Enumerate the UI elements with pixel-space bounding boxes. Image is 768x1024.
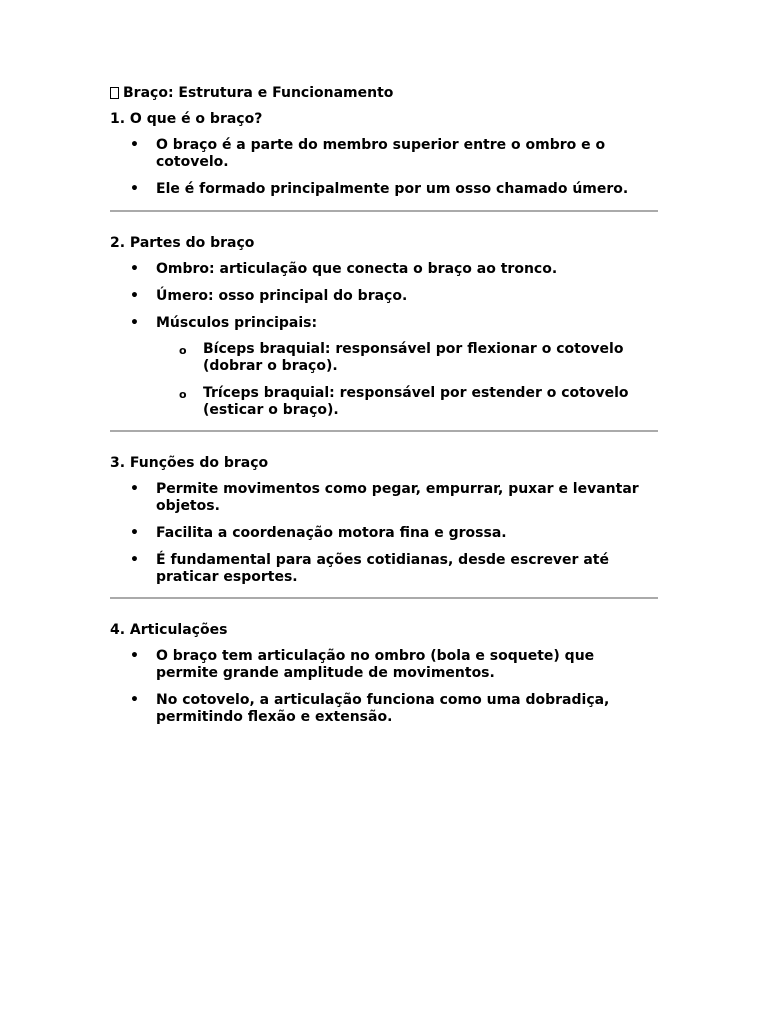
list-item: • Permite movimentos como pegar, empurrar, puxar e levantar objetos. xyxy=(110,481,658,515)
section-heading: 4. Articulações xyxy=(110,622,228,638)
section-heading: 1. O que é o braço? xyxy=(110,111,263,127)
sub-list-item: o Bíceps braquial: responsável por flexionar o cotovelo (dobrar o braço). xyxy=(156,341,658,375)
list-item: • Facilita a coordenação motora fina e grossa. xyxy=(110,525,658,542)
section-divider xyxy=(110,210,658,212)
document-title-text: Braço: Estrutura e Funcionamento xyxy=(123,84,394,101)
section-arm-functions xyxy=(110,455,658,586)
list-item: • Ombro: articulação que conecta o braço ao tronco. xyxy=(110,261,658,278)
section-what-is-arm xyxy=(110,111,658,198)
list-item: • O braço é a parte do membro superior entre o ombro e o cotovelo. xyxy=(110,137,658,171)
list-item: • O braço tem articulação no ombro (bola e soquete) que permite grande amplitude de movimentos. xyxy=(110,648,658,682)
section-joints xyxy=(110,622,658,726)
bullet-list xyxy=(110,481,658,586)
document-title xyxy=(110,84,658,102)
section-divider xyxy=(110,597,658,599)
bullet-list xyxy=(110,648,658,726)
bullet-list xyxy=(110,261,658,332)
section-arm-parts xyxy=(110,235,658,419)
list-item: • Ele é formado principalmente por um osso chamado úmero. xyxy=(110,181,658,198)
list-item: • Músculos principais: xyxy=(110,315,658,332)
document-page xyxy=(110,84,658,726)
list-item: • É fundamental para ações cotidianas, desde escrever até praticar esportes. xyxy=(110,552,658,586)
section-heading: 3. Funções do braço xyxy=(110,455,269,471)
missing-glyph-icon xyxy=(110,87,119,99)
list-item: • No cotovelo, a articulação funciona como uma dobradiça, permitindo flexão e extensão. xyxy=(110,692,658,726)
section-divider xyxy=(110,430,658,432)
sub-bullet-list xyxy=(110,341,658,419)
section-heading: 2. Partes do braço xyxy=(110,235,255,251)
list-item: • Úmero: osso principal do braço. xyxy=(110,288,658,305)
sub-list-item: o Tríceps braquial: responsável por estender o cotovelo (esticar o braço). xyxy=(156,385,658,419)
bullet-list xyxy=(110,137,658,198)
